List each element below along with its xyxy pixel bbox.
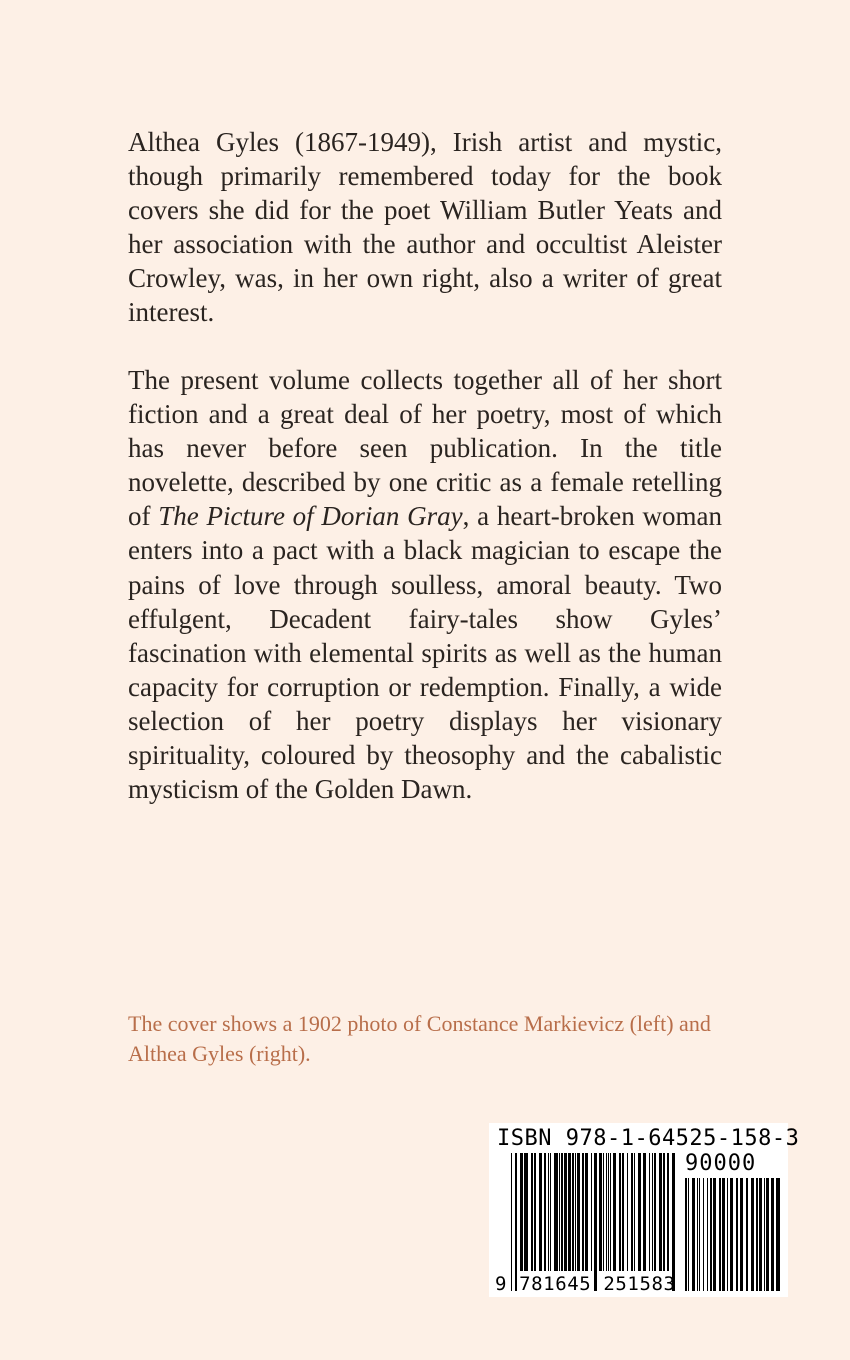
barcode-bar xyxy=(572,1153,574,1271)
barcode-bar xyxy=(740,1178,743,1291)
barcode-bar xyxy=(713,1178,716,1291)
description-paragraph-1: Althea Gyles (1867-1949), Irish artist and mystic, though primarily remembered today for the book covers she did for the poet William Butler Yeats and her association with the author and occultist Aleister Crowley, was, in her own right, also a writer of great interest. xyxy=(128,127,722,328)
barcode-bar xyxy=(719,1178,721,1291)
isbn-barcode-panel xyxy=(489,1123,800,1297)
book-title-reference: The Picture of Dorian Gray xyxy=(158,501,463,532)
barcode-bar xyxy=(582,1153,584,1271)
barcode-bar xyxy=(766,1178,769,1291)
barcode-bar xyxy=(622,1153,624,1271)
barcode-bar xyxy=(619,1153,621,1271)
barcode-bar xyxy=(534,1153,536,1271)
barcode-bar xyxy=(575,1153,576,1271)
barcode-bar xyxy=(591,1153,592,1271)
barcode-bar xyxy=(654,1153,656,1271)
barcode-bar xyxy=(663,1153,665,1271)
isbn-label: ISBN 978-1-64525-158-3 xyxy=(497,1126,800,1151)
barcode-bar xyxy=(730,1178,733,1291)
barcode-bar xyxy=(688,1178,689,1291)
paragraph-2-body: , a heart-broken woman enters into a pact with a black magician to escape the pains of love through soulless, amoral beauty. Two effulgent, Decadent fairy-tales show Gyles’ fascination with elemental spirits as well as the human capacity for corruption or redemption. Finally, a wide selection of her poetry displays her visionary spirituality, coloured by theosophy and the cabalistic mysticism of the Golden Dawn. xyxy=(128,501,722,805)
barcode-bar xyxy=(550,1153,551,1271)
barcode-bar xyxy=(759,1178,762,1291)
barcode-bar xyxy=(685,1178,687,1291)
barcode-bar xyxy=(608,1153,609,1271)
barcode-bar xyxy=(756,1178,758,1291)
barcode-bar xyxy=(548,1153,549,1271)
barcode-bar xyxy=(511,1153,512,1291)
barcode-bar xyxy=(672,1153,675,1291)
barcode-bar xyxy=(638,1153,641,1271)
barcode-bar xyxy=(736,1178,738,1291)
barcode-bar xyxy=(544,1153,546,1271)
description-paragraph-2 xyxy=(128,363,722,806)
barcode-bar xyxy=(692,1178,695,1291)
barcode-bar xyxy=(751,1178,754,1291)
barcode-bar xyxy=(667,1153,669,1271)
barcode-bar xyxy=(524,1153,528,1271)
barcode-bar xyxy=(699,1178,700,1291)
cover-caption: The cover shows a 1902 photo of Constance Markievicz (left) and Althea Gyles (right). xyxy=(128,1011,711,1066)
barcode-bar xyxy=(559,1153,560,1271)
barcode-bar xyxy=(554,1153,558,1271)
barcode-bar xyxy=(710,1178,712,1291)
barcode-bar xyxy=(613,1153,616,1271)
paragraph-2-intro: The present volume collects together all of her short fiction and a great deal of her poetry, most of which has never before seen publication. In the title novelette, described by one critic as a female retelling of xyxy=(128,365,722,532)
barcode-bar xyxy=(707,1178,708,1291)
barcode-bar xyxy=(771,1178,774,1291)
barcode-bar xyxy=(652,1153,653,1271)
barcode-bar xyxy=(649,1153,650,1271)
barcode-bar xyxy=(610,1153,611,1271)
barcode-bar xyxy=(594,1153,597,1291)
barcode-bar xyxy=(727,1178,728,1291)
barcode-bar xyxy=(659,1153,662,1271)
barcode-bar xyxy=(577,1153,580,1271)
price-addon-number: 90000 xyxy=(685,1151,757,1176)
barcode-bar xyxy=(531,1153,533,1271)
barcode-bar xyxy=(515,1153,517,1291)
barcode-bar xyxy=(539,1153,542,1271)
barcode-bar xyxy=(697,1178,698,1291)
barcode-bar xyxy=(722,1178,725,1291)
ean-digits: 9 781645 251583 xyxy=(495,1273,676,1295)
barcode-bar xyxy=(585,1153,588,1271)
barcode-bar xyxy=(606,1153,607,1271)
barcode-bar xyxy=(568,1153,571,1271)
barcode-bar xyxy=(564,1153,567,1271)
barcode-bar xyxy=(634,1153,635,1271)
barcode-bar xyxy=(627,1153,628,1271)
barcode-bar xyxy=(561,1153,563,1271)
barcode-bar xyxy=(603,1153,604,1271)
barcode-bar xyxy=(764,1178,765,1291)
barcode-bar xyxy=(703,1178,704,1291)
barcode-bar xyxy=(520,1153,523,1271)
barcode-bar xyxy=(599,1153,602,1271)
barcode-bar xyxy=(776,1178,780,1291)
barcode-bar xyxy=(746,1178,748,1291)
barcode-bar xyxy=(631,1153,633,1271)
barcode-bar xyxy=(643,1153,646,1271)
